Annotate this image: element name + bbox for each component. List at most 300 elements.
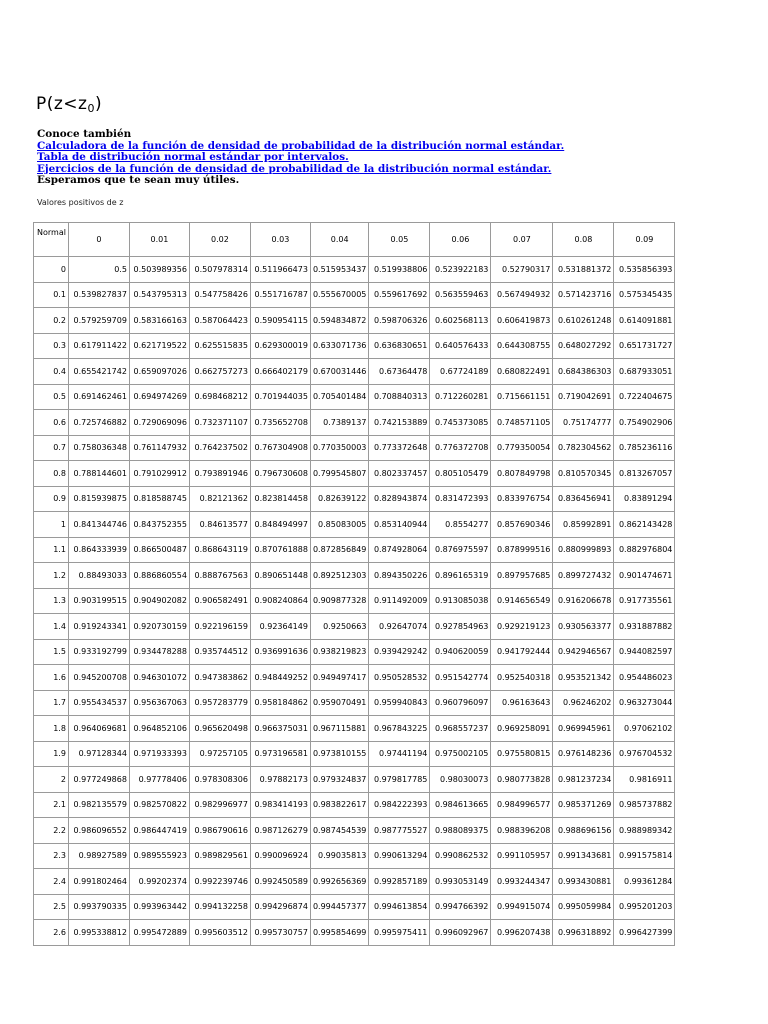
probability-cell: 0.83891294: [614, 486, 675, 512]
probability-cell: 0.691462461: [68, 384, 129, 410]
probability-cell: 0.940620059: [430, 639, 491, 665]
probability-cell: 0.770350003: [310, 435, 368, 461]
column-header: 0.08: [553, 223, 614, 257]
probability-cell: 0.97882173: [250, 767, 310, 793]
probability-cell: 0.805105479: [430, 461, 491, 487]
probability-cell: 0.687933051: [614, 359, 675, 385]
probability-cell: 0.919243341: [68, 614, 129, 640]
row-z-value: 2.1: [34, 792, 69, 818]
probability-cell: 0.992450589: [250, 869, 310, 895]
row-z-value: 2.2: [34, 818, 69, 844]
probability-cell: 0.988696156: [553, 818, 614, 844]
probability-cell: 0.539827837: [68, 282, 129, 308]
probability-cell: 0.764237502: [189, 435, 250, 461]
table-row: [34, 792, 675, 818]
formula-title: [36, 94, 102, 115]
row-z-value: 0.6: [34, 410, 69, 436]
probability-cell: 0.995730757: [250, 920, 310, 946]
probability-cell: 0.878999516: [491, 537, 553, 563]
probability-cell: 0.666402179: [250, 359, 310, 385]
probability-cell: 0.995975411: [369, 920, 430, 946]
probability-cell: 0.8554277: [430, 512, 491, 538]
probability-cell: 0.758036348: [68, 435, 129, 461]
row-z-value: 2: [34, 767, 69, 793]
probability-cell: 0.745373085: [430, 410, 491, 436]
probability-cell: 0.791029912: [129, 461, 189, 487]
probability-cell: 0.503989356: [129, 257, 189, 283]
probability-cell: 0.551716787: [250, 282, 310, 308]
probability-cell: 0.993244347: [491, 869, 553, 895]
probability-cell: 0.968557237: [430, 716, 491, 742]
probability-cell: 0.773372648: [369, 435, 430, 461]
probability-cell: 0.813267057: [614, 461, 675, 487]
probability-cell: 0.815939875: [68, 486, 129, 512]
probability-cell: 0.953521342: [553, 665, 614, 691]
probability-cell: 0.996092967: [430, 920, 491, 946]
probability-cell: 0.857690346: [491, 512, 553, 538]
probability-cell: 0.947383862: [189, 665, 250, 691]
probability-cell: 0.987775527: [369, 818, 430, 844]
probability-cell: 0.629300019: [250, 333, 310, 359]
probability-cell: 0.651731727: [614, 333, 675, 359]
probability-cell: 0.872856849: [310, 537, 368, 563]
probability-cell: 0.901474671: [614, 563, 675, 589]
probability-cell: 0.507978314: [189, 257, 250, 283]
probability-cell: 0.931887882: [614, 614, 675, 640]
probability-cell: 0.823814458: [250, 486, 310, 512]
probability-cell: 0.864333939: [68, 537, 129, 563]
probability-cell: 0.874928064: [369, 537, 430, 563]
probability-cell: 0.705401484: [310, 384, 368, 410]
column-header: 0.06: [430, 223, 491, 257]
probability-cell: 0.732371107: [189, 410, 250, 436]
table-row: [34, 741, 675, 767]
probability-cell: 0.963273044: [614, 690, 675, 716]
probability-cell: 0.828943874: [369, 486, 430, 512]
row-z-value: 0.2: [34, 308, 69, 334]
probability-cell: 0.67724189: [430, 359, 491, 385]
probability-cell: 0.991105957: [491, 843, 553, 869]
table-row: [34, 869, 675, 895]
probability-cell: 0.988989342: [614, 818, 675, 844]
probability-cell: 0.799545807: [310, 461, 368, 487]
table-header-row: [34, 223, 675, 257]
probability-cell: 0.598706326: [369, 308, 430, 334]
probability-cell: 0.515953437: [310, 257, 368, 283]
probability-cell: 0.920730159: [129, 614, 189, 640]
probability-cell: 0.7389137: [310, 410, 368, 436]
probability-cell: 0.991575814: [614, 843, 675, 869]
table-row: [34, 461, 675, 487]
probability-cell: 0.994766392: [430, 894, 491, 920]
probability-cell: 0.995059984: [553, 894, 614, 920]
probability-cell: 0.735652708: [250, 410, 310, 436]
probability-cell: 0.67364478: [369, 359, 430, 385]
probability-cell: 0.992239746: [189, 869, 250, 895]
table-row: [34, 257, 675, 283]
related-heading: Conoce también: [37, 128, 132, 140]
probability-cell: 0.991802464: [68, 869, 129, 895]
probability-cell: 0.982996977: [189, 792, 250, 818]
row-z-value: 1.2: [34, 563, 69, 589]
closing-text: Esperamos que te sean muy útiles.: [37, 174, 240, 187]
probability-cell: 0.75174777: [553, 410, 614, 436]
probability-cell: 0.983414193: [250, 792, 310, 818]
probability-cell: 0.559617692: [369, 282, 430, 308]
probability-cell: 0.904902082: [129, 588, 189, 614]
probability-cell: 0.92364149: [250, 614, 310, 640]
column-header: 0: [68, 223, 129, 257]
probability-cell: 0.995854699: [310, 920, 368, 946]
probability-cell: 0.979324837: [310, 767, 368, 793]
probability-cell: 0.97441194: [369, 741, 430, 767]
probability-cell: 0.882976804: [614, 537, 675, 563]
probability-cell: 0.909877328: [310, 588, 368, 614]
row-z-value: 0.1: [34, 282, 69, 308]
probability-cell: 0.984613665: [430, 792, 491, 818]
table-row: [34, 894, 675, 920]
probability-cell: 0.952540318: [491, 665, 553, 691]
probability-cell: 0.886860554: [129, 563, 189, 589]
row-z-value: 1.1: [34, 537, 69, 563]
probability-cell: 0.948449252: [250, 665, 310, 691]
table-row: [34, 690, 675, 716]
probability-cell: 0.583166163: [129, 308, 189, 334]
probability-cell: 0.969945961: [553, 716, 614, 742]
table-row: [34, 537, 675, 563]
table-row: [34, 333, 675, 359]
column-header: 0.04: [310, 223, 368, 257]
probability-cell: 0.994132258: [189, 894, 250, 920]
probability-cell: 0.843752355: [129, 512, 189, 538]
probability-cell: 0.988089375: [430, 818, 491, 844]
formula-subscript: 0: [87, 102, 95, 115]
probability-cell: 0.99035813: [310, 843, 368, 869]
z-table: [33, 222, 675, 946]
probability-cell: 0.890651448: [250, 563, 310, 589]
probability-cell: 0.644308755: [491, 333, 553, 359]
probability-cell: 0.818588745: [129, 486, 189, 512]
probability-cell: 0.662757273: [189, 359, 250, 385]
probability-cell: 0.614091881: [614, 308, 675, 334]
table-row: [34, 435, 675, 461]
table-row: [34, 359, 675, 385]
probability-cell: 0.914656549: [491, 588, 553, 614]
probability-cell: 0.996207438: [491, 920, 553, 946]
probability-cell: 0.715661151: [491, 384, 553, 410]
probability-cell: 0.761147932: [129, 435, 189, 461]
probability-cell: 0.767304908: [250, 435, 310, 461]
probability-cell: 0.782304562: [553, 435, 614, 461]
probability-cell: 0.959940843: [369, 690, 430, 716]
row-z-value: 0.9: [34, 486, 69, 512]
probability-cell: 0.563559463: [430, 282, 491, 308]
probability-cell: 0.96246202: [553, 690, 614, 716]
probability-cell: 0.841344746: [68, 512, 129, 538]
probability-cell: 0.793891946: [189, 461, 250, 487]
probability-cell: 0.587064423: [189, 308, 250, 334]
probability-cell: 0.52790317: [491, 257, 553, 283]
probability-cell: 0.990613294: [369, 843, 430, 869]
probability-cell: 0.680822491: [491, 359, 553, 385]
probability-cell: 0.994296874: [250, 894, 310, 920]
probability-cell: 0.712260281: [430, 384, 491, 410]
probability-cell: 0.802337457: [369, 461, 430, 487]
probability-cell: 0.986790616: [189, 818, 250, 844]
probability-cell: 0.5: [68, 257, 129, 283]
probability-cell: 0.88493033: [68, 563, 129, 589]
probability-cell: 0.930563377: [553, 614, 614, 640]
column-header: 0.03: [250, 223, 310, 257]
probability-cell: 0.992857189: [369, 869, 430, 895]
row-z-value: 1: [34, 512, 69, 538]
probability-cell: 0.958184862: [250, 690, 310, 716]
row-z-value: 2.6: [34, 920, 69, 946]
probability-cell: 0.982570822: [129, 792, 189, 818]
row-z-value: 1.8: [34, 716, 69, 742]
probability-cell: 0.983822617: [310, 792, 368, 818]
probability-cell: 0.82639122: [310, 486, 368, 512]
table-row: [34, 614, 675, 640]
probability-cell: 0.97062102: [614, 716, 675, 742]
probability-cell: 0.992656369: [310, 869, 368, 895]
probability-cell: 0.98030073: [430, 767, 491, 793]
probability-cell: 0.82121362: [189, 486, 250, 512]
probability-cell: 0.555670005: [310, 282, 368, 308]
probability-cell: 0.701944035: [250, 384, 310, 410]
probability-cell: 0.836456941: [553, 486, 614, 512]
probability-cell: 0.944082597: [614, 639, 675, 665]
probability-cell: 0.955434537: [68, 690, 129, 716]
probability-cell: 0.848494997: [250, 512, 310, 538]
probability-cell: 0.939429242: [369, 639, 430, 665]
probability-cell: 0.543795313: [129, 282, 189, 308]
corner-header: Normal: [34, 223, 69, 257]
probability-cell: 0.880999893: [553, 537, 614, 563]
probability-cell: 0.725746882: [68, 410, 129, 436]
probability-cell: 0.606419873: [491, 308, 553, 334]
probability-cell: 0.993790335: [68, 894, 129, 920]
probability-cell: 0.579259709: [68, 308, 129, 334]
related-links-section: [37, 129, 564, 187]
probability-cell: 0.993053149: [430, 869, 491, 895]
probability-cell: 0.876975597: [430, 537, 491, 563]
probability-cell: 0.866500487: [129, 537, 189, 563]
probability-cell: 0.977249868: [68, 767, 129, 793]
probability-cell: 0.640576433: [430, 333, 491, 359]
probability-cell: 0.754902906: [614, 410, 675, 436]
table-row: [34, 920, 675, 946]
row-z-value: 1.4: [34, 614, 69, 640]
table-row: [34, 639, 675, 665]
probability-cell: 0.990096924: [250, 843, 310, 869]
probability-cell: 0.941792444: [491, 639, 553, 665]
link-interval-table[interactable]: Tabla de distribución normal estándar por intervalos.: [37, 151, 349, 164]
probability-cell: 0.722404675: [614, 384, 675, 410]
probability-cell: 0.567494932: [491, 282, 553, 308]
probability-cell: 0.97128344: [68, 741, 129, 767]
probability-cell: 0.633071736: [310, 333, 368, 359]
probability-cell: 0.913085038: [430, 588, 491, 614]
probability-cell: 0.982135579: [68, 792, 129, 818]
probability-cell: 0.853140944: [369, 512, 430, 538]
probability-cell: 0.84613577: [189, 512, 250, 538]
probability-cell: 0.954486023: [614, 665, 675, 691]
probability-cell: 0.989555923: [129, 843, 189, 869]
probability-cell: 0.519938806: [369, 257, 430, 283]
probability-cell: 0.922196159: [189, 614, 250, 640]
probability-cell: 0.935744512: [189, 639, 250, 665]
probability-cell: 0.779350054: [491, 435, 553, 461]
probability-cell: 0.981237234: [553, 767, 614, 793]
table-row: [34, 716, 675, 742]
probability-cell: 0.85083005: [310, 512, 368, 538]
probability-cell: 0.719042691: [553, 384, 614, 410]
probability-cell: 0.670031446: [310, 359, 368, 385]
probability-cell: 0.929219123: [491, 614, 553, 640]
probability-cell: 0.602568113: [430, 308, 491, 334]
probability-cell: 0.892512303: [310, 563, 368, 589]
probability-cell: 0.9816911: [614, 767, 675, 793]
probability-cell: 0.523922183: [430, 257, 491, 283]
link-density-calculator[interactable]: Calculadora de la función de densidad de probabilidad de la distribución normal estándar.: [37, 139, 565, 152]
column-header: 0.02: [189, 223, 250, 257]
probability-cell: 0.862143428: [614, 512, 675, 538]
probability-cell: 0.911492009: [369, 588, 430, 614]
probability-cell: 0.984996577: [491, 792, 553, 818]
probability-cell: 0.776372708: [430, 435, 491, 461]
probability-cell: 0.994457377: [310, 894, 368, 920]
row-z-value: 2.5: [34, 894, 69, 920]
probability-cell: 0.99361284: [614, 869, 675, 895]
column-header: 0.07: [491, 223, 553, 257]
probability-cell: 0.590954115: [250, 308, 310, 334]
probability-cell: 0.996318892: [553, 920, 614, 946]
probability-cell: 0.933192799: [68, 639, 129, 665]
formula-suffix: ): [94, 94, 103, 114]
probability-cell: 0.989829561: [189, 843, 250, 869]
probability-cell: 0.694974269: [129, 384, 189, 410]
probability-cell: 0.96163643: [491, 690, 553, 716]
probability-cell: 0.976148236: [553, 741, 614, 767]
probability-cell: 0.98927589: [68, 843, 129, 869]
probability-cell: 0.956367063: [129, 690, 189, 716]
probability-cell: 0.742153889: [369, 410, 430, 436]
probability-cell: 0.978308306: [189, 767, 250, 793]
probability-cell: 0.945200708: [68, 665, 129, 691]
probability-cell: 0.993963442: [129, 894, 189, 920]
probability-cell: 0.995201203: [614, 894, 675, 920]
column-header: 0.05: [369, 223, 430, 257]
probability-cell: 0.97778406: [129, 767, 189, 793]
probability-cell: 0.916206678: [553, 588, 614, 614]
probability-cell: 0.748571105: [491, 410, 553, 436]
probability-cell: 0.785236116: [614, 435, 675, 461]
row-z-value: 0.7: [34, 435, 69, 461]
probability-cell: 0.949497417: [310, 665, 368, 691]
probability-cell: 0.957283779: [189, 690, 250, 716]
probability-cell: 0.92647074: [369, 614, 430, 640]
probability-cell: 0.991343681: [553, 843, 614, 869]
probability-cell: 0.975580815: [491, 741, 553, 767]
probability-cell: 0.99202374: [129, 869, 189, 895]
row-z-value: 1.3: [34, 588, 69, 614]
probability-cell: 0.796730608: [250, 461, 310, 487]
table-row: [34, 282, 675, 308]
probability-cell: 0.986447419: [129, 818, 189, 844]
probability-cell: 0.531881372: [553, 257, 614, 283]
probability-cell: 0.985371269: [553, 792, 614, 818]
probability-cell: 0.908240864: [250, 588, 310, 614]
probability-cell: 0.973196581: [250, 741, 310, 767]
probability-cell: 0.973810155: [310, 741, 368, 767]
probability-cell: 0.995472889: [129, 920, 189, 946]
row-z-value: 1.6: [34, 665, 69, 691]
probability-cell: 0.729069096: [129, 410, 189, 436]
probability-cell: 0.831472393: [430, 486, 491, 512]
table-row: [34, 563, 675, 589]
table-row: [34, 410, 675, 436]
row-z-value: 0.5: [34, 384, 69, 410]
probability-cell: 0.995603512: [189, 920, 250, 946]
probability-cell: 0.868643119: [189, 537, 250, 563]
probability-cell: 0.967115881: [310, 716, 368, 742]
probability-cell: 0.9250663: [310, 614, 368, 640]
probability-cell: 0.987454539: [310, 818, 368, 844]
probability-cell: 0.833976754: [491, 486, 553, 512]
table-row: [34, 818, 675, 844]
probability-cell: 0.976704532: [614, 741, 675, 767]
probability-cell: 0.946301072: [129, 665, 189, 691]
probability-cell: 0.987126279: [250, 818, 310, 844]
probability-cell: 0.571423716: [553, 282, 614, 308]
probability-cell: 0.975002105: [430, 741, 491, 767]
probability-cell: 0.897957685: [491, 563, 553, 589]
probability-cell: 0.659097026: [129, 359, 189, 385]
probability-cell: 0.636830651: [369, 333, 430, 359]
column-header: 0.01: [129, 223, 189, 257]
table-caption: Valores positivos de z: [37, 198, 124, 207]
probability-cell: 0.594834872: [310, 308, 368, 334]
probability-cell: 0.575345435: [614, 282, 675, 308]
probability-cell: 0.971933393: [129, 741, 189, 767]
probability-cell: 0.966375031: [250, 716, 310, 742]
probability-cell: 0.936991636: [250, 639, 310, 665]
probability-cell: 0.684386303: [553, 359, 614, 385]
probability-cell: 0.942946567: [553, 639, 614, 665]
probability-cell: 0.993430881: [553, 869, 614, 895]
probability-cell: 0.547758426: [189, 282, 250, 308]
probability-cell: 0.994915074: [491, 894, 553, 920]
table-row: [34, 486, 675, 512]
row-z-value: 1.9: [34, 741, 69, 767]
probability-cell: 0.917735561: [614, 588, 675, 614]
probability-cell: 0.960796097: [430, 690, 491, 716]
link-density-exercises[interactable]: Ejercicios de la función de densidad de probabilidad de la distribución normal estándar.: [37, 162, 552, 175]
probability-cell: 0.980773828: [491, 767, 553, 793]
probability-cell: 0.610261248: [553, 308, 614, 334]
row-z-value: 0.4: [34, 359, 69, 385]
probability-cell: 0.621719522: [129, 333, 189, 359]
probability-cell: 0.698468212: [189, 384, 250, 410]
table-row: [34, 767, 675, 793]
formula-prefix: P(z<z: [36, 94, 88, 114]
probability-cell: 0.988396208: [491, 818, 553, 844]
table-row: [34, 384, 675, 410]
probability-cell: 0.959070491: [310, 690, 368, 716]
probability-cell: 0.927854963: [430, 614, 491, 640]
probability-cell: 0.990862532: [430, 843, 491, 869]
